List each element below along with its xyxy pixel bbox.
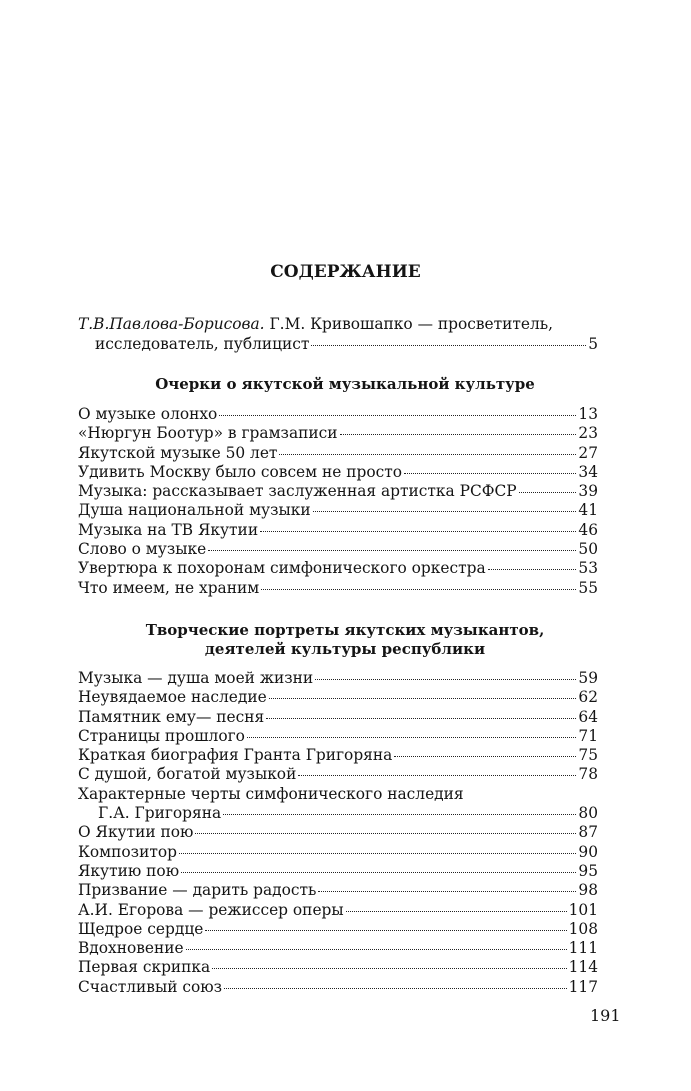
toc-entry-title: Композитор [78, 842, 177, 861]
page-number: 191 [590, 1006, 621, 1025]
toc-entry [78, 939, 598, 958]
toc-entry [78, 843, 598, 862]
toc-entry-page: 101 [568, 900, 598, 919]
dot-leader [340, 433, 577, 435]
dot-leader [266, 717, 576, 719]
toc-entry-title: Душа национальной музыки [78, 501, 311, 520]
toc-entry-title: Музыка: рассказывает заслуженная артистка РСФСР [78, 482, 517, 501]
toc-entry-title: Памятник ему— песня [78, 707, 265, 726]
toc-entry-page: 59 [578, 669, 598, 687]
toc-entry-page: 71 [578, 726, 598, 745]
toc-entry-page: 95 [578, 861, 598, 880]
toc-entry-page: 55 [578, 578, 598, 597]
toc-entry-page: 23 [578, 424, 598, 443]
toc-entry-page: 114 [568, 958, 598, 977]
toc-entry [78, 881, 598, 900]
toc-entry-page: 111 [568, 939, 598, 958]
section-title: Очерки о якутской музыкальной культуре [155, 375, 535, 393]
toc-entry-page: 39 [578, 482, 598, 501]
dot-leader [181, 871, 576, 873]
toc-entry-title: О Якутии пою [78, 823, 194, 842]
dot-leader [318, 890, 576, 892]
dot-leader [346, 910, 567, 912]
toc-entry-page: 41 [578, 501, 598, 520]
toc-entry-page: 75 [578, 746, 598, 765]
toc-entry-title: А.И. Егорова — режиссер оперы [78, 900, 344, 919]
toc-entry [78, 669, 598, 688]
page-title: СОДЕРЖАНИЕ [270, 262, 421, 282]
toc-entry [78, 424, 598, 443]
dot-leader [186, 948, 567, 950]
toc-entry-title: Страницы прошлого [78, 726, 245, 745]
toc-entry-title-line2: Г.А. Григоряна [98, 804, 222, 823]
toc-entry-title: Увертюра к похоронам симфонического оркестра [78, 559, 486, 578]
intro-entry [78, 314, 598, 354]
toc-entry-page: 50 [578, 540, 598, 559]
dot-leader [247, 736, 576, 738]
toc-entry-title: Вдохновение [78, 939, 184, 958]
toc-entry-title: Краткая биография Гранта Григоряна [78, 746, 393, 765]
intro-title-line2: исследователь, публицист [95, 335, 310, 353]
toc-entry [78, 765, 598, 784]
toc-entry-title: Что имеем, не храним [78, 578, 260, 597]
toc-entry [78, 727, 598, 746]
dot-leader [311, 344, 586, 346]
toc-entry-page: 46 [578, 520, 598, 539]
toc-entry-page: 98 [578, 881, 598, 900]
section-title-line2: деятелей культуры республики [204, 640, 486, 658]
dot-leader [404, 472, 576, 474]
toc-entry [78, 579, 598, 598]
toc-entry-page: 27 [578, 443, 598, 462]
toc-entry-page: 108 [568, 919, 598, 938]
toc-entry-page: 80 [578, 804, 598, 823]
toc-entry-page: 53 [578, 559, 598, 578]
toc-entry [78, 958, 598, 977]
toc-entry-page: 34 [578, 462, 598, 481]
dot-leader [488, 568, 577, 570]
toc-entry-title: Счастливый союз [78, 977, 223, 996]
dot-leader [219, 414, 576, 416]
dot-leader [519, 491, 577, 493]
toc-entry-title: Неувядаемое наследие [78, 688, 267, 707]
toc-entry [78, 463, 598, 482]
toc-entry-page: 78 [578, 765, 598, 784]
dot-leader [223, 813, 576, 815]
dot-leader [212, 967, 566, 969]
toc-entry-page: 64 [578, 707, 598, 726]
toc-entry [78, 482, 598, 501]
dot-leader [261, 588, 576, 590]
toc-entry-title-line1: Характерные черты симфонического наследия [78, 784, 464, 803]
toc-entry [78, 405, 598, 424]
toc-entry [78, 901, 598, 920]
toc-entry [78, 501, 598, 520]
toc-entry-title: «Нюргун Боотур» в грамзаписи [78, 424, 338, 443]
toc-entry-title: Удивить Москву было совсем не просто [78, 462, 403, 481]
toc-entry [78, 521, 598, 540]
toc-entry [78, 746, 598, 765]
dot-leader [205, 929, 566, 931]
dot-leader [208, 549, 576, 551]
dot-leader [315, 678, 576, 680]
toc-entry [78, 540, 598, 559]
toc-entry-page: 87 [578, 823, 598, 842]
toc-entry-page: 62 [578, 688, 598, 707]
dot-leader [394, 755, 576, 757]
toc-entry [78, 823, 598, 842]
section-title-line1: Творческие портреты якутских музыкантов, [145, 621, 545, 639]
toc-entry-title: О музыке олонхо [78, 405, 218, 423]
dot-leader [298, 774, 576, 776]
toc-entry-title: Музыка — душа моей жизни [78, 669, 314, 687]
toc-entry-title: С душой, богатой музыкой [78, 765, 297, 784]
toc-entry-page: 13 [578, 405, 598, 423]
intro-title-line1: Г.М. Кривошапко — просветитель, [269, 315, 554, 333]
dot-leader [179, 852, 576, 854]
toc-list-portraits [78, 669, 598, 997]
toc-entry-page: 90 [578, 842, 598, 861]
toc-entry [78, 862, 598, 881]
toc-entry-page: 117 [568, 977, 598, 996]
dot-leader [195, 832, 576, 834]
dot-leader [224, 987, 567, 989]
toc-entry [78, 688, 598, 707]
toc-entry-title: Якутской музыке 50 лет [78, 443, 278, 462]
toc-entry [78, 444, 598, 463]
toc-list-essays [78, 405, 598, 598]
section-title [60, 621, 630, 659]
toc-entry-title: Первая скрипка [78, 958, 211, 977]
dot-leader [269, 697, 577, 699]
toc-entry [78, 920, 598, 939]
toc-entry [78, 785, 598, 824]
dot-leader [279, 453, 576, 455]
intro-author: Т.В.Павлова-Борисова. [78, 315, 265, 333]
toc-entry-title: Щедрое сердце [78, 919, 204, 938]
toc-entry [78, 708, 598, 727]
toc-entry-title: Призвание — дарить радость [78, 881, 317, 900]
toc-entry [78, 978, 598, 997]
toc-entry-title: Слово о музыке [78, 540, 207, 559]
toc-entry-title: Якутию пою [78, 861, 180, 880]
dot-leader [313, 510, 577, 512]
dot-leader [260, 530, 576, 532]
intro-page: 5 [588, 335, 598, 353]
toc-entry [78, 559, 598, 578]
toc-entry-title: Музыка на ТВ Якутии [78, 520, 259, 539]
